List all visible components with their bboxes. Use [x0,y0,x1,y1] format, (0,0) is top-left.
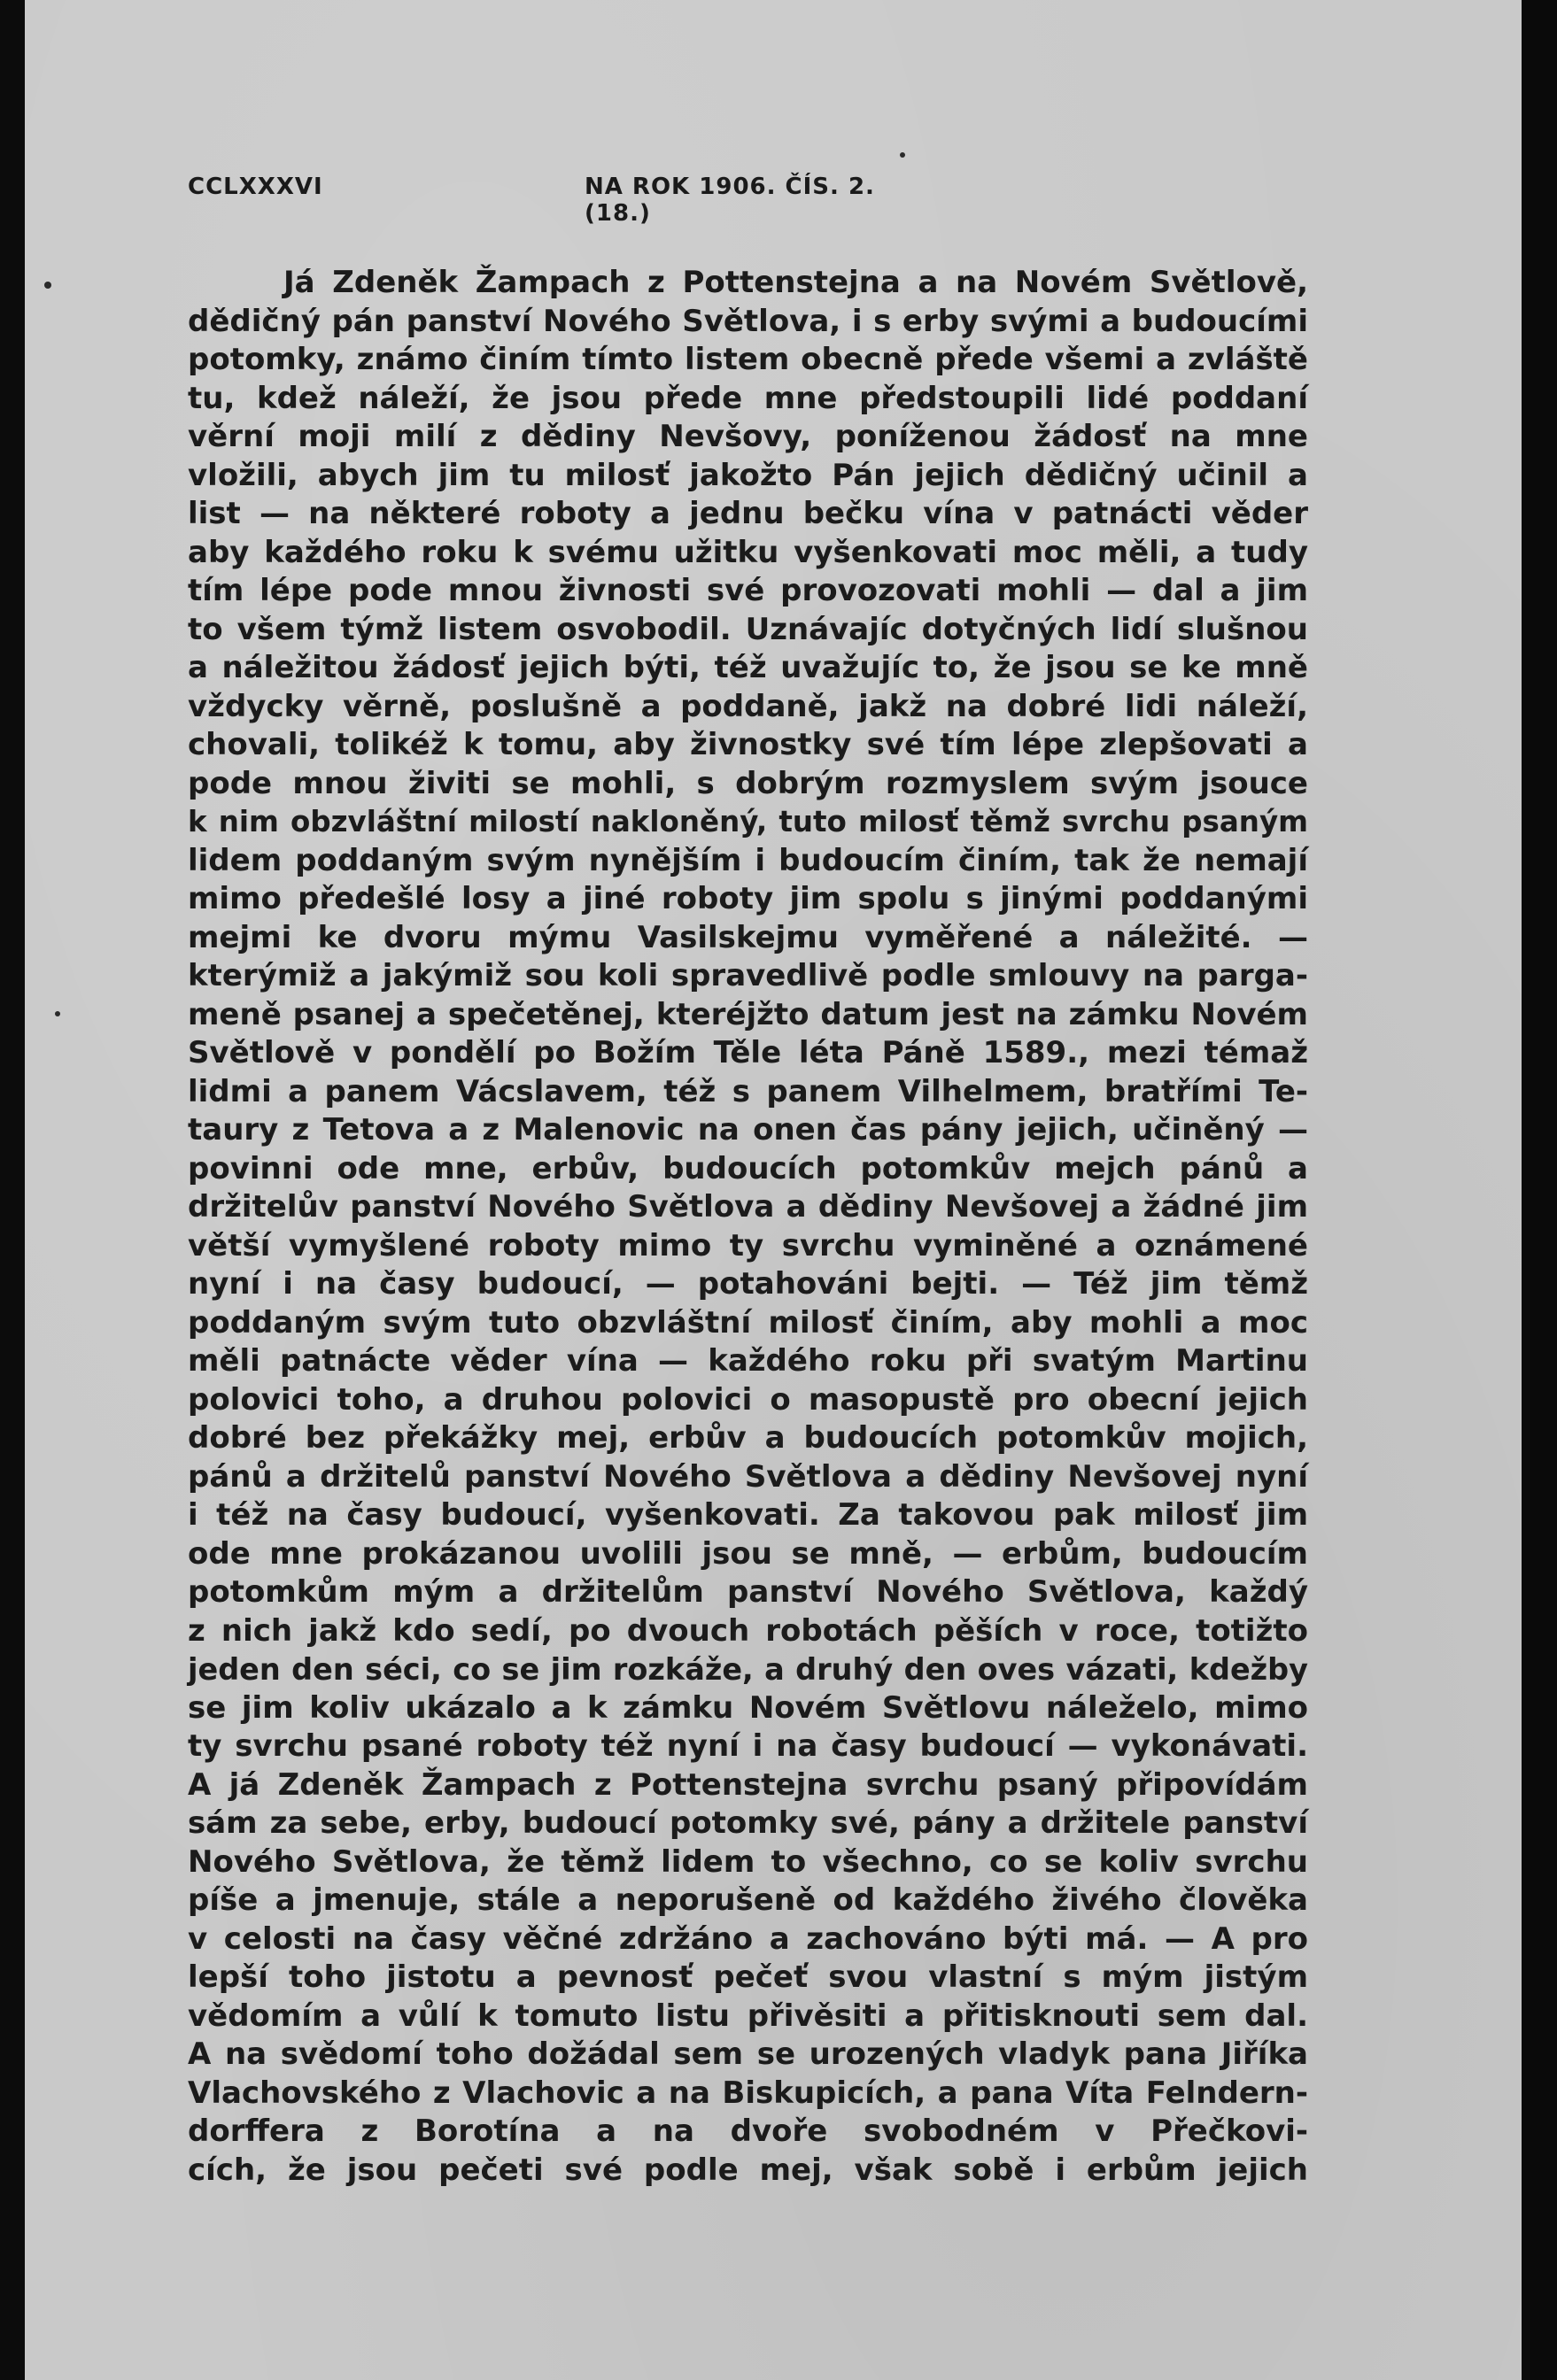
text-line: pode mnou živiti se mohli, s dobrým rozmyslem svým jsouce [188,765,1308,801]
text-line: vložili, abych jim tu milosť jakožto Pán jejich dědičný učinil a [188,457,1308,493]
text-line: lidmi a panem Vácslavem, též s panem Vilhelmem, bratřími Te- [188,1073,1308,1109]
text-line: tím lépe pode mnou živnosti své provozovati mohli — dal a jim [188,573,1308,608]
text-line: pánů a držitelů panství Nového Světlova a dědiny Nevšovej nyní [188,1458,1308,1495]
text-line: potomkům mým a držitelům panství Nového Světlova, každý [188,1574,1308,1610]
text-line: dědičný pán panství Nového Světlova, i s erby svými a budoucími [188,303,1308,339]
scan-speck [55,1011,60,1016]
text-line: k nim obzvláštní milostí nakloněný, tuto milosť těmž svrchu psaným [188,805,1308,838]
document-body [188,264,1308,2190]
text-line: větší vymyšlené roboty mimo ty svrchu vyminěné a oznámené [188,1227,1308,1263]
page-number: CCLXXXVI [188,174,323,200]
text-line: A já Zdeněk Žampach z Pottenstejna svrchu psaný připovídám [188,1766,1308,1803]
text-line: polovici toho, a druhou polovici o masopustě pro obecní jejich [188,1381,1308,1418]
scan-speck [44,282,51,289]
text-line: vědomím a vůlí k tomuto listu přivěsiti a přitisknouti sem dal. [188,1998,1308,2034]
text-line: v celosti na časy věčné zdržáno a zachováno býti má. — A pro [188,1920,1308,1957]
text-line: tu, kdež náleží, že jsou přede mne předstoupili lidé poddaní [188,380,1308,416]
text-line: potomky, známo činím tímto listem obecně přede všemi a zvláště [188,342,1308,377]
text-line: Já Zdeněk Žampach z Pottenstejna a na Novém Světlově, [283,265,1308,300]
text-line: aby každého roku k svému užitku vyšenkovati moc měli, a tudy [188,534,1308,570]
text-line: lidem poddaným svým nynějším i budoucím činím, tak že nemají [188,842,1308,878]
text-line: z nich jakž kdo sedí, po dvouch robotách pěších v roce, totižto [188,1612,1308,1649]
text-line: cích, že jsou pečeti své podle mej, však sobě i erbům jejich [188,2152,1308,2188]
scan-border [1522,0,1557,2380]
text-line: ty svrchu psané roboty též nyní i na časy budoucí — vykonávati. [188,1728,1308,1764]
running-header [188,174,923,227]
text-line: a náležitou žádosť jejich býti, též uvažujíc to, že jsou se ke mně [188,650,1308,685]
text-line: jeden den séci, co se jim rozkáže, a druhý den oves vázati, kdežby [188,1652,1308,1687]
header-title: NA ROK 1906. ČÍS. 2. (18.) [585,174,875,227]
text-line: dorffera z Borotína a na dvoře svobodném v Přečkovi- [188,2113,1308,2149]
text-line: povinni ode mne, erbův, budoucích potomkův mejch pánů a [188,1150,1308,1186]
text-line: kterýmiž a jakýmiž sou koli spravedlivě podle smlouvy na parga- [188,958,1308,993]
text-line: se jim koliv ukázalo a k zámku Novém Světlovu náleželo, mimo [188,1689,1308,1726]
text-line: meně psanej a spečetěnej, kteréjžto datum jest na zámku Novém [188,996,1308,1032]
text-line: píše a jmenuje, stále a neporušeně od každého živého člověka [188,1882,1308,1918]
text-line: nyní i na časy budoucí, — potahováni bejti. — Též jim těmž [188,1266,1308,1302]
text-line: mimo předešlé losy a jiné roboty jim spolu s jinými poddanými [188,881,1308,916]
scan-speck [900,152,905,158]
text-line: list — na některé roboty a jednu bečku vína v patnácti věder [188,496,1308,531]
text-line: Vlachovského z Vlachovic a na Biskupicích, a pana Víta Felndern- [188,2075,1308,2111]
text-line: lepší toho jistotu a pevnosť pečeť svou vlastní s mým jistým [188,1959,1308,1995]
text-line: měli patnácte věder vína — každého roku při svatým Martinu [188,1343,1308,1379]
text-line: mejmi ke dvoru mýmu Vasilskejmu vyměřené a náležité. — [188,919,1308,955]
text-line: dobré bez překážky mej, erbův a budoucích potomkův mojich, [188,1420,1308,1456]
text-line: Světlově v pondělí po Božím Těle léta Páně 1589., mezi témaž [188,1035,1308,1070]
text-line: taury z Tetova a z Malenovic na onen čas pány jejich, učiněný — [188,1112,1308,1148]
text-line: ode mne prokázanou uvolili jsou se mně, — erbům, budoucím [188,1535,1308,1572]
text-line: věrní moji milí z dědiny Nevšovy, poníženou žádosť na mne [188,419,1308,454]
text-line: to všem týmž listem osvobodil. Uznávajíc dotyčných lidí slušnou [188,611,1308,647]
text-line: držitelův panství Nového Světlova a dědiny Nevšovej a žádné jim [188,1189,1308,1225]
text-line: chovali, tolikéž k tomu, aby živnostky své tím lépe zlepšovati a [188,727,1308,762]
text-line: i též na časy budoucí, vyšenkovati. Za takovou pak milosť jim [188,1497,1308,1533]
text-line: Nového Světlova, že těmž lidem to všechno, co se koliv svrchu [188,1843,1308,1880]
text-line: vždycky věrně, poslušně a poddaně, jakž na dobré lidi náleží, [188,688,1308,724]
text-line: sám za sebe, erby, budoucí potomky své, pány a držitele panství [188,1805,1308,1841]
text-line: A na svědomí toho dožádal sem se urozených vladyk pana Jiříka [188,2036,1308,2072]
text-line: poddaným svým tuto obzvláštní milosť činím, aby mohli a moc [188,1304,1308,1341]
